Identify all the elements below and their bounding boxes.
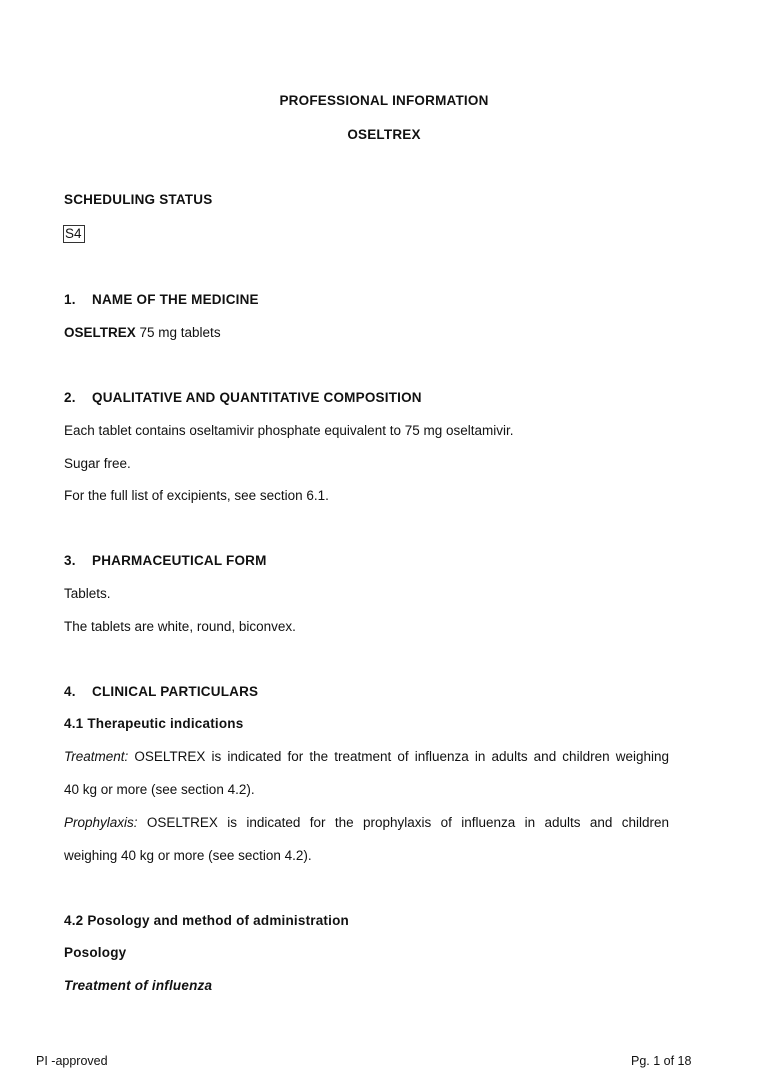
- composition-line: Each tablet contains oseltamivir phosphate equivalent to 75 mg oseltamivir.: [64, 423, 514, 438]
- scheduling-status: S4: [63, 225, 85, 243]
- treatment-of-influenza-heading: Treatment of influenza: [64, 978, 213, 993]
- subsection-4-1-heading: 4.1 Therapeutic indications: [64, 716, 244, 731]
- posology-heading: Posology: [64, 945, 127, 960]
- section-4-number: 4.: [64, 684, 76, 699]
- form-line-1: Tablets.: [64, 586, 111, 601]
- document-title: PROFESSIONAL INFORMATION: [279, 93, 489, 108]
- section-4-heading: [64, 685, 258, 699]
- scheduling-status-box: [63, 225, 85, 243]
- section-3-heading: [64, 554, 267, 568]
- treatment-text: OSELTREX is indicated for the treatment of influenza in adults and children weighing: [128, 749, 669, 764]
- form-line-2: The tablets are white, round, biconvex.: [64, 619, 296, 634]
- prophylaxis-label: Prophylaxis:: [64, 815, 138, 830]
- section-3-title: PHARMACEUTICAL FORM: [92, 553, 267, 568]
- prophylaxis-paragraph-line-1: [64, 816, 669, 830]
- section-2-title: QUALITATIVE AND QUANTITATIVE COMPOSITION: [92, 390, 422, 405]
- medicine-name-bold: OSELTREX: [64, 325, 136, 340]
- section-4-title: CLINICAL PARTICULARS: [92, 684, 259, 699]
- treatment-paragraph-line-1: [64, 750, 669, 764]
- prophylaxis-paragraph-line-2: weighing 40 kg or more (see section 4.2).: [64, 848, 312, 863]
- treatment-label: Treatment:: [64, 749, 129, 764]
- section-2-heading: [64, 391, 422, 405]
- section-1-title: NAME OF THE MEDICINE: [92, 292, 259, 307]
- section-2-number: 2.: [64, 390, 76, 405]
- footer-page-number: Pg. 1 of 18: [631, 1054, 692, 1068]
- section-1-heading: [64, 293, 259, 307]
- medicine-name: [64, 326, 221, 340]
- product-title: OSELTREX: [347, 127, 421, 142]
- footer-approval-status: PI -approved: [36, 1054, 108, 1068]
- section-1-number: 1.: [64, 292, 76, 307]
- treatment-paragraph-line-2: 40 kg or more (see section 4.2).: [64, 782, 255, 797]
- scheduling-heading: SCHEDULING STATUS: [64, 192, 213, 207]
- sugar-free-line: Sugar free.: [64, 456, 131, 471]
- excipients-line: For the full list of excipients, see section 6.1.: [64, 488, 329, 503]
- subsection-4-2-heading: 4.2 Posology and method of administration: [64, 913, 349, 928]
- prophylaxis-text: OSELTREX is indicated for the prophylaxis of influenza in adults and children: [137, 815, 669, 830]
- medicine-name-strength: 75 mg tablets: [135, 325, 221, 340]
- section-3-number: 3.: [64, 553, 76, 568]
